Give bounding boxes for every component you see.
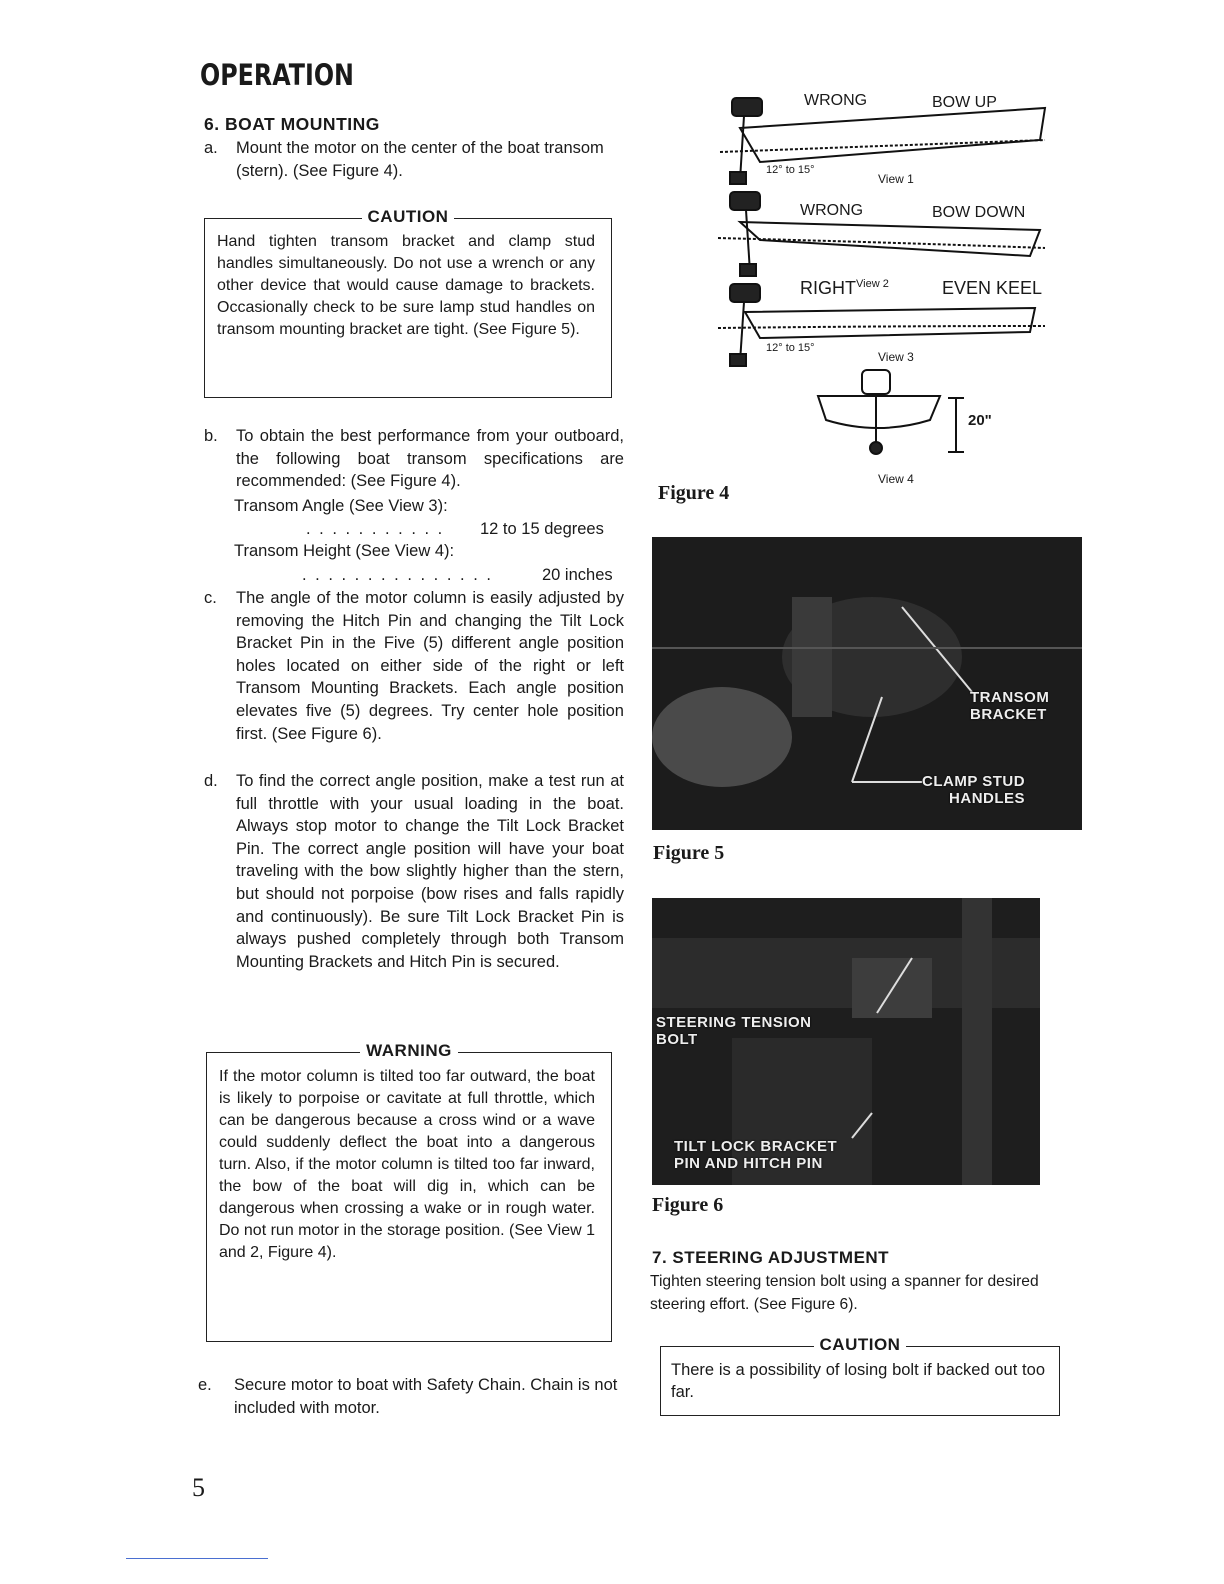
figure4-caption: Figure 4 <box>658 482 730 504</box>
view3-angle-label: 12° to 15° <box>766 342 815 354</box>
list-item-e <box>198 1374 624 1419</box>
figure5-caption: Figure 5 <box>653 842 725 864</box>
figure5-label-clamp-stud-handles <box>922 773 1025 807</box>
transom-angle-value: 12 to 15 degrees <box>480 520 604 538</box>
view3-name: View 3 <box>878 350 914 364</box>
leader-dots: . . . . . . . . . . . <box>306 520 445 538</box>
label-line: PIN AND HITCH PIN <box>674 1155 823 1172</box>
boat-hull-view3 <box>745 308 1035 338</box>
view2-left-label: WRONG <box>800 202 864 219</box>
label-line: CLAMP STUD <box>922 773 1026 790</box>
steering-text: Tighten steering tension bolt using a spanner for desired steering effort. (See Figure 6). <box>650 1273 1039 1313</box>
figure5-label-transom-bracket <box>970 689 1049 723</box>
view1-angle-label: 12° to 15° <box>766 164 815 176</box>
transom-height-value: 20 inches <box>542 566 613 584</box>
item-label: b. <box>204 427 218 445</box>
item-text: To obtain the best performance from your outboard, the following boat transom specifications are recommended: (See Figure 4). <box>236 427 624 491</box>
item-text: Secure motor to boat with Safety Chain. Chain is not included with motor. <box>234 1376 618 1417</box>
boat-stern-view4 <box>818 396 940 428</box>
figure6-label-tilt-lock-bracket-pin <box>674 1138 837 1172</box>
item-label: e. <box>198 1376 212 1394</box>
caution-title: CAUTION <box>362 207 455 226</box>
item-text: To find the correct angle position, make a test run at full throttle with your usual loading in the boat. Always stop motor to change the Tilt Lock Bracket Pin. The correct angle position will have your boat traveling with the bow slightly higher than the stern, but should not porpoise (bow rises and falls rapidly and continuously). Be sure Tilt Lock Bracket Pin is always pushed completely through both Transom Mounting Brackets and Hitch Pin is secured. <box>236 772 624 971</box>
motor-head-view4 <box>862 370 890 394</box>
view3-left-label: RIGHT <box>800 278 856 298</box>
label-line: HANDLES <box>949 790 1026 807</box>
transom-angle-label: Transom Angle (See View 3): <box>234 497 448 515</box>
section-heading-steering-adjustment: 7. STEERING ADJUSTMENT <box>652 1248 890 1267</box>
waterline-view1 <box>720 140 1045 152</box>
waterline-view3 <box>718 326 1045 328</box>
warning-box <box>206 1041 612 1342</box>
list-item-a <box>204 137 624 182</box>
steering-caution-title: CAUTION <box>814 1335 907 1354</box>
leader-dots: . . . . . . . . . . . . . . . <box>302 566 493 584</box>
label-line: BOLT <box>656 1031 698 1048</box>
steering-caution-box <box>660 1335 1060 1416</box>
label-line: TRANSOM <box>970 689 1050 706</box>
motor-head-view3 <box>730 284 760 302</box>
section-heading-boat-mounting: 6. BOAT MOUNTING <box>204 114 380 134</box>
figure6-label-steering-tension-bolt <box>656 1014 812 1048</box>
list-item-d <box>204 770 624 973</box>
item-label: c. <box>204 589 217 607</box>
label-line: TILT LOCK BRACKET <box>674 1138 838 1155</box>
view1-name: View 1 <box>878 172 914 186</box>
view3-right-label: EVEN KEEL <box>942 278 1043 298</box>
view4-height-label: 20" <box>968 412 992 429</box>
transom-height-label: Transom Height (See View 4): <box>234 542 455 560</box>
list-item-b <box>204 425 624 493</box>
figure5-photo <box>652 537 1082 830</box>
item-label: a. <box>204 139 218 157</box>
list-item-c <box>204 587 624 745</box>
page-number: 5 <box>192 1473 205 1502</box>
motor-head-view1 <box>732 98 762 116</box>
label-line: BRACKET <box>970 706 1047 723</box>
caution-box <box>204 207 612 398</box>
motor-head-view2 <box>730 192 760 210</box>
warning-text: If the motor column is tilted too far outward, the boat is likely to porpoise or cavitate at full throttle, which can be dangerous because a cross wind or a wave could suddenly deflect the boat into a dangerous turn. Also, if the motor column is tilted too far inward, the bow of the boat will dig in, which can be dangerous when crossing a wake or in rough water. Do not run motor in the storage position. (See View 1 and 2, Figure 4). <box>219 1068 595 1261</box>
view1-right-label: BOW UP <box>932 94 997 111</box>
view2-right-label: BOW DOWN <box>932 204 1026 221</box>
page-title: OPERATION <box>200 58 354 92</box>
item-text: The angle of the motor column is easily adjusted by removing the Hitch Pin and changing the Tilt Lock Bracket Pin in the Five (5) different angle position holes located on either side of the right or left Transom Mounting Brackets. Each angle position elevates five (5) degrees. Try center hole position first. (See Figure 6). <box>236 589 624 743</box>
figure4-diagram <box>700 80 1080 486</box>
footer-rule <box>126 1558 268 1559</box>
label-line: STEERING TENSION <box>656 1014 812 1031</box>
view1-left-label: WRONG <box>804 92 868 109</box>
steering-caution-text: There is a possibility of losing bolt if backed out too far. <box>671 1361 1045 1401</box>
item-text: Mount the motor on the center of the boat transom (stern). (See Figure 4). <box>236 139 604 180</box>
figure6-caption: Figure 6 <box>652 1194 724 1216</box>
view4-name: View 4 <box>878 472 914 486</box>
figure6-photo <box>652 898 1040 1185</box>
item-label: d. <box>204 772 218 790</box>
warning-title: WARNING <box>360 1041 458 1060</box>
boat-hull-view1 <box>740 108 1045 162</box>
view2-name: View 2 <box>856 278 889 290</box>
caution-text: Hand tighten transom bracket and clamp stud handles simultaneously. Do not use a wrench or any other device that would cause damage to brackets. Occasionally check to be sure lamp stud handles on transom mounting bracket are tight. (See Figure 5). <box>217 233 595 338</box>
